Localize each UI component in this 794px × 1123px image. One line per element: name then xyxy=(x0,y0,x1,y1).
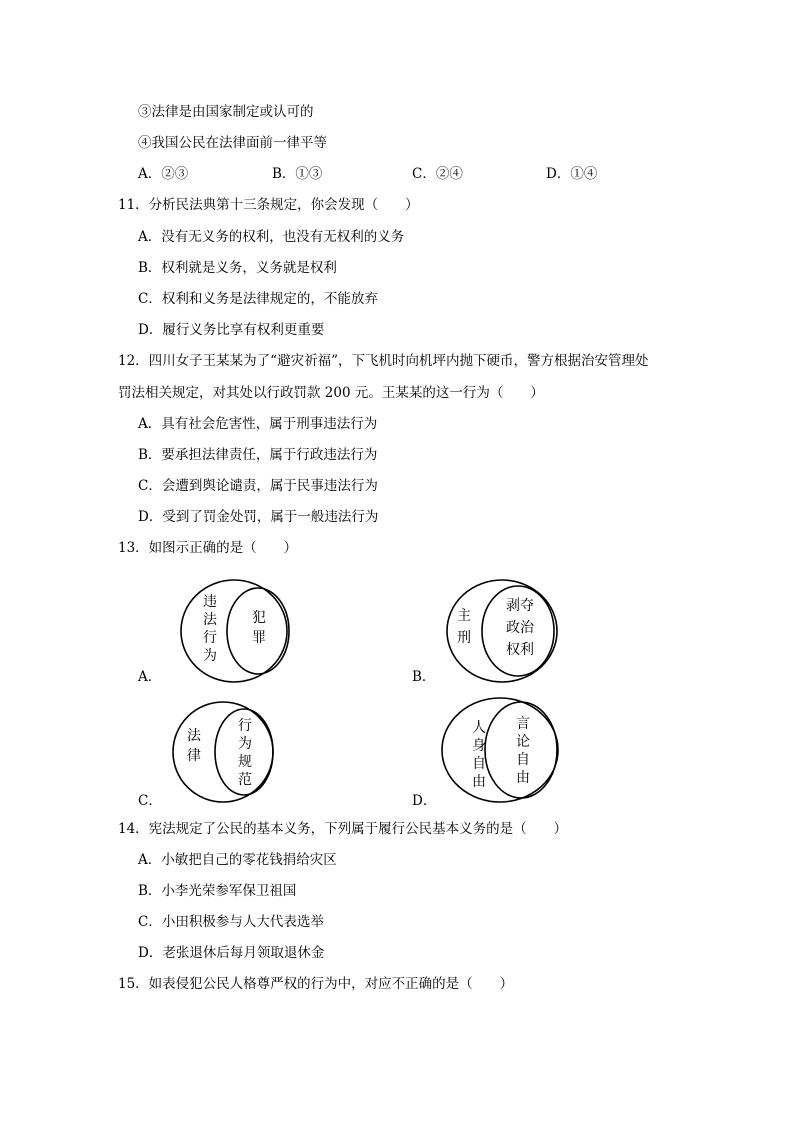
venn-d-inner-char-2: 论 xyxy=(516,734,530,750)
q11-option-b[interactable]: B．权利就是义务，义务就是权利 xyxy=(138,260,337,276)
q11-option-c[interactable]: C．权利和义务是法律规定的，不能放弃 xyxy=(138,291,378,307)
q10-option-a[interactable]: A．②③ xyxy=(138,166,189,182)
venn-c-outer-char-1: 法 xyxy=(187,728,201,744)
venn-a-inner-char-2: 罪 xyxy=(252,630,266,646)
venn-diagram-a[interactable] xyxy=(170,572,300,692)
q15-stem: 15．如表侵犯公民人格尊严权的行为中，对应不正确的是（ ） xyxy=(118,976,514,992)
venn-d-inner-char-4: 由 xyxy=(516,770,530,786)
venn-d-inner-char-1: 言 xyxy=(516,716,530,732)
venn-diagram-b[interactable] xyxy=(436,572,566,692)
venn-c-inner-char-3: 规 xyxy=(238,754,252,770)
venn-b-inner-line-3: 权利 xyxy=(506,642,534,658)
venn-b-inner-line-2: 政治 xyxy=(506,620,534,636)
venn-b-label[interactable]: B． xyxy=(412,669,436,685)
q14-option-c[interactable]: C．小田积极参与人大代表选举 xyxy=(138,914,324,930)
venn-a-outer-char-3: 行 xyxy=(203,630,217,646)
q14-option-b[interactable]: B．小李光荣参军保卫祖国 xyxy=(138,883,297,899)
q12-option-c[interactable]: C．会遭到舆论谴责，属于民事违法行为 xyxy=(138,478,378,494)
venn-d-outer-char-3: 自 xyxy=(472,756,486,772)
venn-b-outer-char-1: 主 xyxy=(457,608,471,624)
venn-b-inner-line-1: 剥夺 xyxy=(506,598,534,614)
q12-stem-line2: 罚法相关规定，对其处以行政罚款 200 元。王某某的这一行为（ ） xyxy=(118,385,544,401)
venn-c-outer-char-2: 律 xyxy=(187,748,201,764)
venn-a-outer-char-4: 为 xyxy=(203,648,217,664)
venn-a-outer-char-1: 违 xyxy=(203,594,217,610)
venn-d-outer-char-4: 由 xyxy=(472,774,486,790)
venn-b-outer-char-2: 刑 xyxy=(457,630,471,646)
q10-option-d[interactable]: D．①④ xyxy=(546,166,598,182)
venn-diagram-d[interactable] xyxy=(436,692,566,812)
venn-c-label[interactable]: C． xyxy=(138,793,162,809)
venn-c-inner-char-4: 范 xyxy=(238,772,252,788)
q11-option-d[interactable]: D．履行义务比享有权利更重要 xyxy=(138,322,325,338)
q12-option-b[interactable]: B．要承担法律责任，属于行政违法行为 xyxy=(138,447,378,463)
venn-a-label[interactable]: A． xyxy=(138,669,162,685)
q14-option-d[interactable]: D．老张退休后每月领取退休金 xyxy=(138,945,325,961)
q12-option-a[interactable]: A．具有社会危害性，属于刑事违法行为 xyxy=(138,416,378,432)
q11-stem: 11．分析民法典第十三条规定，你会发现（ ） xyxy=(118,197,419,213)
venn-d-outer-char-1: 人 xyxy=(472,720,486,736)
q10-statement-4: ④我国公民在法律面前一律平等 xyxy=(138,135,327,151)
venn-d-label[interactable]: D． xyxy=(412,793,437,809)
venn-a-outer-char-2: 法 xyxy=(203,612,217,628)
q14-option-a[interactable]: A．小敏把自己的零花钱捐给灾区 xyxy=(138,852,337,868)
q12-stem-line1: 12．四川女子王某某为了“避灾祈福”，下飞机时向机坪内抛下硬币，警方根据治安管理处 xyxy=(118,353,649,369)
q12-option-d[interactable]: D．受到了罚金处罚，属于一般违法行为 xyxy=(138,509,379,525)
q14-stem: 14．宪法规定了公民的基本义务，下列属于履行公民基本义务的是（ ） xyxy=(118,821,568,837)
venn-diagram-c[interactable] xyxy=(166,696,286,808)
venn-a-inner-char-1: 犯 xyxy=(252,610,266,626)
venn-c-inner-char-1: 行 xyxy=(238,718,252,734)
q11-option-a[interactable]: A．没有无义务的权利，也没有无权利的义务 xyxy=(138,229,405,245)
q13-stem: 13．如图示正确的是（ ） xyxy=(118,540,298,556)
venn-a-outer-circle xyxy=(181,580,287,682)
venn-d-outer-circle xyxy=(442,698,558,802)
q10-option-c[interactable]: C．②④ xyxy=(412,166,463,182)
q10-statement-3: ③法律是由国家制定或认可的 xyxy=(138,104,314,120)
q10-option-b[interactable]: B．①③ xyxy=(272,166,323,182)
venn-d-outer-char-2: 身 xyxy=(472,738,486,754)
venn-d-inner-char-3: 自 xyxy=(516,752,530,768)
venn-c-inner-char-2: 为 xyxy=(238,736,252,752)
